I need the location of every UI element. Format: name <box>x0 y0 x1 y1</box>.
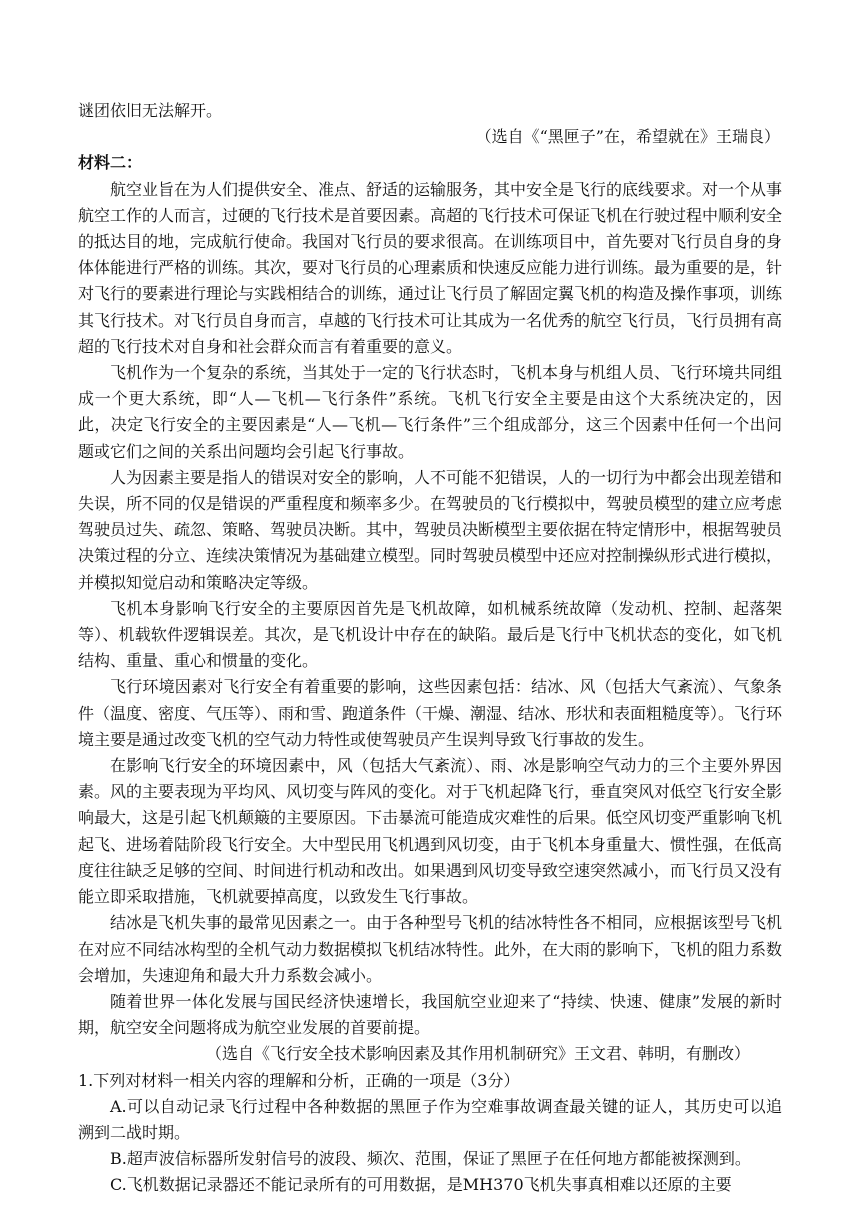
option-b: B.超声波信标器所发射信号的波段、频次、范围，保证了黑匣子在任何地方都能被探测到。 <box>110 1149 751 1169</box>
paragraph-5: 飞行环境因素对飞行安全有着重要的影响，这些因素包括：结冰、风（包括大气紊流）、气象条件（温度、密度、气压等）、雨和雪、跑道条件（干燥、潮湿、结冰、形状和表面粗糙度等）。飞行环境主要是通过改变飞机的空气动力特性或使驾驶员产生误判导致飞行事故的发生。 <box>78 677 783 749</box>
source-citation-1: （选自《“黑匣子”在，希望就在》王瑞良） <box>475 127 780 147</box>
paragraph-2: 飞机作为一个复杂的系统，当其处于一定的飞行状态时，飞机本身与机组人员、飞行环境共同组成一个更大系统，即“人—飞机—飞行条件”系统。飞机飞行安全主要是由这个大系统决定的，因此，决定飞行安全的主要因素是“人—飞机—飞行条件”三个组成部分，这三个因素中任何一个出问题或它们之间的关系出问题均会引起飞行事故。 <box>78 363 783 461</box>
option-c: C.飞机数据记录器还不能记录所有的可用数据，是MH370飞机失事真相难以还原的主要 <box>110 1175 732 1195</box>
paragraph-8: 随着世界一体化发展与国民经济快速增长，我国航空业迎来了“持续、快速、健康”发展的新时期，航空安全问题将成为航空业发展的首要前提。 <box>78 991 782 1038</box>
intro-tail: 谜团依旧无法解开。 <box>78 101 223 120</box>
paragraph-4: 飞机本身影响飞行安全的主要原因首先是飞机故障，如机械系统故障（发动机、控制、起落架等）、机载软件逻辑误差。其次，是飞机设计中存在的缺陷。最后是飞行中飞机状态的变化，如飞机结构、重量、重心和惯量的变化。 <box>78 598 782 671</box>
paragraph-7: 结冰是飞机失事的最常见因素之一。由于各种型号飞机的结冰特性各不相同，应根据该型号飞机在对应不同结冰构型的全机气动力数据模拟飞机结冰特性。此外，在大雨的影响下，飞机的阻力系数会增加，失速迎角和最大升力系数会减小。 <box>78 913 783 985</box>
question-1: 1.下列对材料一相关内容的理解和分析，正确的一项是（3分） <box>78 1070 520 1090</box>
source-citation-2: （选自《飞行安全技术影响因素及其作用机制研究》王文君、韩明，有删改） <box>205 1044 750 1064</box>
paragraph-1: 航空业旨在为人们提供安全、准点、舒适的运输服务，其中安全是飞行的底线要求。对一个从事航空工作的人而言，过硬的飞行技术是首要因素。高超的飞行技术可保证飞机在行驶过程中顺利安全的抵达目的地，完成航行使命。我国对飞行员的要求很高。在训练项目中，首先要对飞行员自身的身体体能进行严格的训练。其次，要对飞行员的心理素质和快速反应能力进行训练。最为重要的是，针对飞行的要素进行理论与实践相结合的训练，通过让飞行员了解固定翼飞机的构造及操作事项，训练其飞行技术。对飞行员自身而言，卓越的飞行技术可让其成为一名优秀的航空飞行员，飞行员拥有高超的飞行技术对自身和社会群众而言有着重要的意义。 <box>78 179 783 356</box>
paragraph-6: 在影响飞行安全的环境因素中，风（包括大气紊流）、雨、冰是影响空气动力的三个主要外界因素。风的主要表现为平均风、风切变与阵风的变化。对于飞机起降飞行，垂直突风对低空飞行安全影响最大，这是引起飞机颠簸的主要原因。下击暴流可能造成灾难性的后果。低空风切变严重影响飞机起飞、进场着陆阶段飞行安全。大中型民用飞机遇到风切变，由于飞机本身重量大、惯性强，在低高度往往缺乏足够的空间、时间进行机动和改出。如果遇到风切变导致空速突然减小，而飞行员又没有能立即采取措施，飞机就要掉高度，以致发生飞行事故。 <box>78 756 783 907</box>
option-a: A.可以自动记录飞行过程中各种数据的黑匣子作为空难事故调查最关键的证人，其历史可以追溯到二战时期。 <box>78 1096 782 1142</box>
paragraph-3: 人为因素主要是指人的错误对安全的影响，人不可能不犯错误，人的一切行为中都会出现差错和失误，所不同的仅是错误的严重程度和频率多少。在驾驶员的飞行模拟中，驾驶员模型的建立应考虑驾驶员过失、疏忽、策略、驾驶员决断。其中，驾驶员决断模型主要依据在特定情形中，根据驾驶员决策过程的分立、连续决策情况为基础建立模型。同时驾驶员模型中还应对控制操纵形式进行模拟，并模拟知觉启动和策略决定等级。 <box>78 467 783 592</box>
material-2-heading: 材料二： <box>78 153 143 173</box>
